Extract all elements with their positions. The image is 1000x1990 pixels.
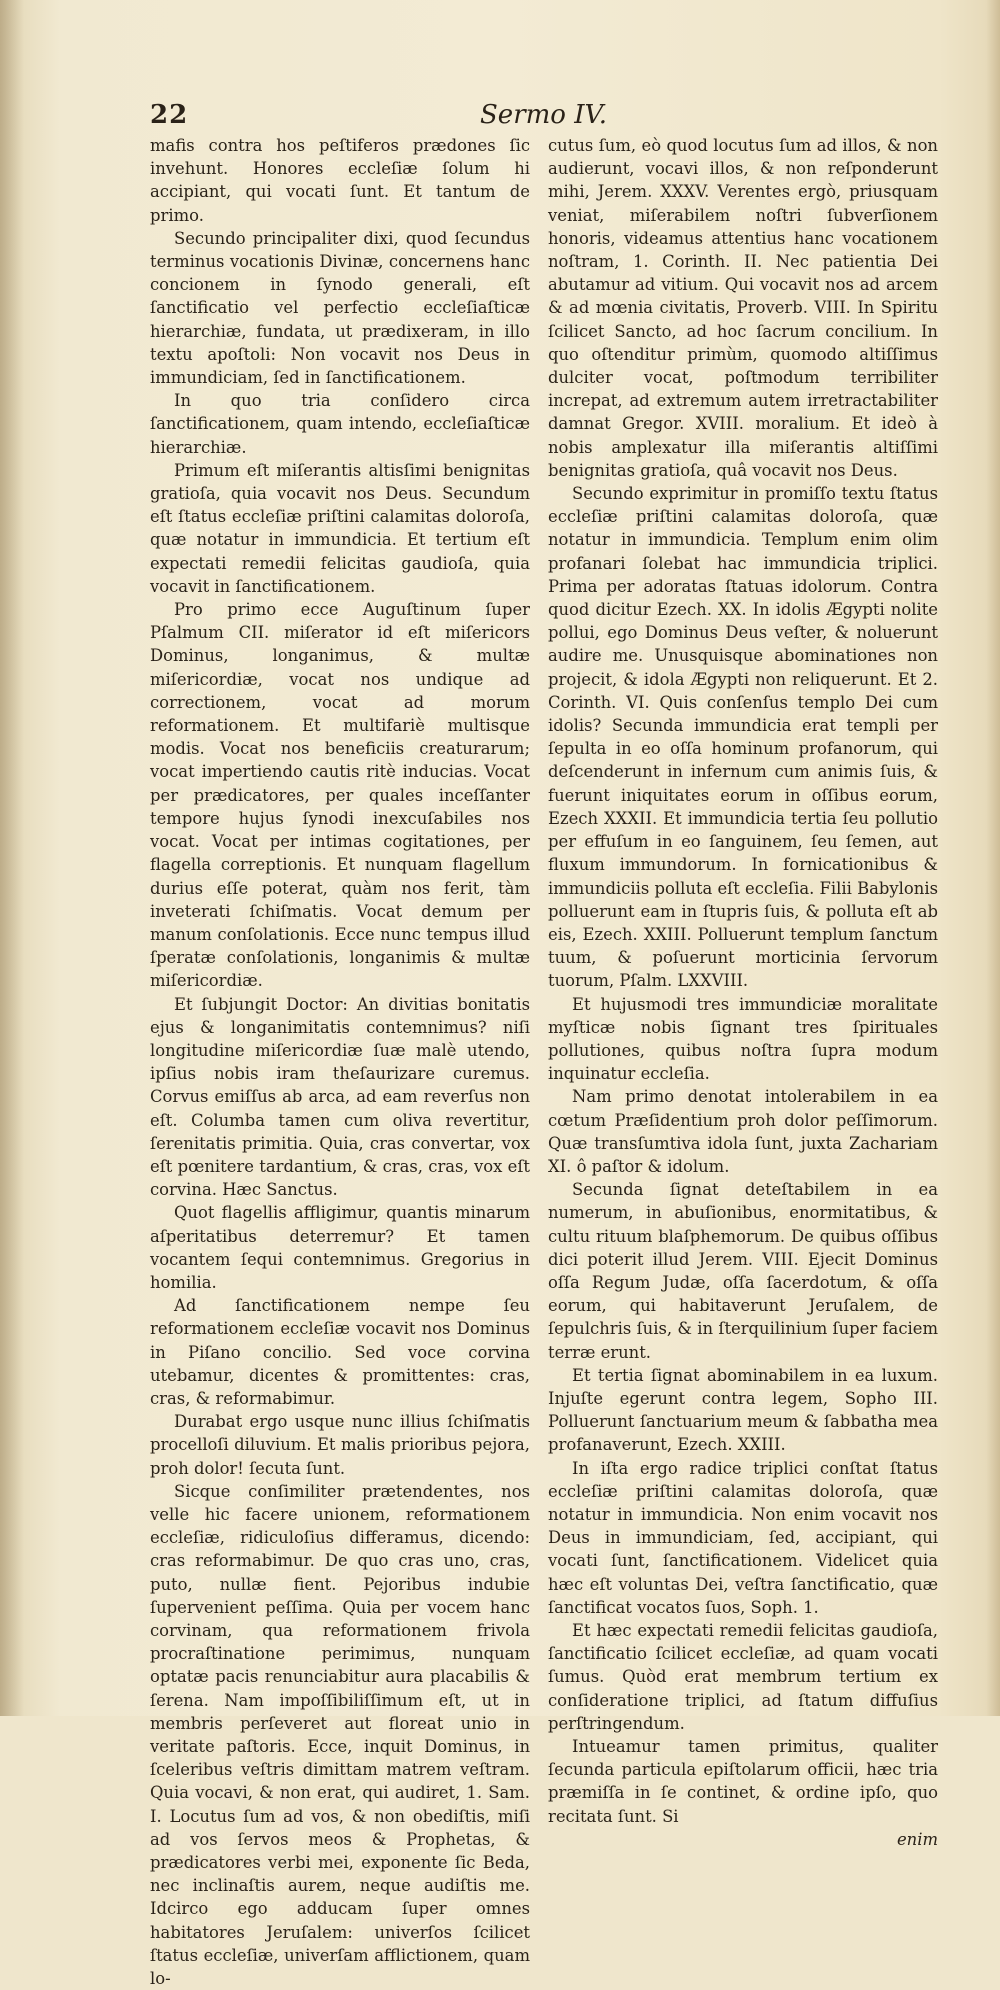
paragraph: Primum eſt miſerantis altisſimi benignitas gratioſa, quia vocavit nos Deus. Secundum eſt ſtatus eccleſiæ priſtini calamitas doloroſa, quæ notatur in immundicia. Et tertium eſt expectati remedii felicitas gaudioſa, quia vocavit in ſanctificationem. <box>150 460 530 596</box>
paragraph: In quo tria conſidero circa ſanctificationem, quam intendo, eccleſiaſticæ hierarchiæ. <box>150 391 530 457</box>
catchword: enim <box>896 1829 938 1849</box>
paragraph: Secundo exprimitur in promiſſo textu ſtatus eccleſiæ priſtini calamitas doloroſa, quæ notatur in immundicia. Templum enim olim profanari ſolebat hac immundicia triplici. Prima per adoratas ſtatuas idolorum. Contra quod dicitur Ezech. XX. In idolis Ægypti nolite pollui, ego Dominus Deus veſter, & noluerunt audire me. Unusquisque abominationes non projecit, & idola Ægypti non reliquerunt. Et 2. Corinth. VI. Quis conſenſus templo Dei cum idolis? Secunda immundicia erat templi per ſepulta in eo oſſa hominum profanorum, qui deſcenderunt in infernum cum animis ſuis, & fuerunt iniquitates eorum in oſſibus eorum, Ezech XXXII. Et immundicia tertia ſeu pollutio per effuſum in eo ſanguinem, ſeu ſemen, aut fluxum immundorum. In fornicationibus & immundiciis polluta eſt eccleſia. Filii Babylonis polluerunt eam in ſtupris ſuis, & polluta eſt ab eis, Ezech. XXIII. Polluerunt templum ſanctum tuum, & poſuerunt morticinia ſervorum tuorum, Pſalm. LXXVIII. <box>548 484 938 991</box>
paragraph: Et hujusmodi tres immundiciæ moralitate myſticæ nobis ſignant tres ſpirituales pollutiones, quibus noſtra ſupra modum inquinatur eccleſia. <box>548 994 938 1084</box>
paragraph: Et ſubjungit Doctor: An divitias bonitatis ejus & longanimitatis contemnimus? niſi longitudine miſericordiæ ſuæ malè utendo, ipſius nobis iram theſaurizare curemus. Corvus emiſſus ab arca, ad eam reverſus non eſt. Columba tamen cum oliva revertitur, ſerenitatis primitia. Quia, cras convertar, vox eſt pœnitere tardantium, & cras, cras, vox eſt corvina. Hæc Sanctus. <box>150 994 530 1200</box>
paragraph: cutus ſum, eò quod locutus ſum ad illos, & non audierunt, vocavi illos, & non reſponderunt mihi, Jerem. XXXV. Verentes ergò, priusquam veniat, miſerabilem noſtri ſubverſionem honoris, videamus attentius hanc vocationem noſtram, 1. Corinth. II. Nec patientia Dei abutamur ad vitium. Qui vocavit nos ad arcem & ad mœnia civitatis, Proverb. VIII. In Spiritu ſcilicet Sancto, ad hoc ſacrum concilium. In quo oſtenditur primùm, quomodo altiſſimus dulciter vocat, poſtmodum terribiliter increpat, ad extremum autem irretractabiliter damnat Gregor. XVIII. moralium. Et ideò à nobis amplexatur illa miſerantis altiſſimi benignitas gratioſa, quâ vocavit nos Deus. <box>548 136 938 480</box>
paragraph: Intueamur tamen primitus, qualiter ſecunda particula epiſtolarum officii, hæc tria præmiſſa in ſe continet, & ordine ipſo, quo recitata ſunt. Si <box>548 1737 938 1826</box>
page-header <box>150 100 936 136</box>
paragraph: Secunda ſignat deteſtabilem in ea numerum, in abuſionibus, enormitatibus, & cultu rituum blaſphemorum. De quibus oſſibus dici poterit illud Jerem. VIII. Ejecit Dominus oſſa Regum Judæ, oſſa ſacerdotum, & oſſa eorum, qui habitaverunt Jeruſalem, de ſepulchris ſuis, & in ſterquilinium ſuper faciem terræ erunt. <box>548 1180 938 1362</box>
paragraph: Durabat ergo usque nunc illius ſchiſmatis procelloſi diluvium. Et malis prioribus pejora, proh dolor! ſecuta ſunt. <box>150 1412 530 1478</box>
left-column <box>150 134 530 1990</box>
paragraph: Ad ſanctificationem nempe ſeu reformationem eccleſiæ vocavit nos Dominus in Piſano concilio. Sed voce corvina utebamur, dicentes & promittentes: cras, cras, & reformabimur. <box>150 1296 530 1408</box>
paragraph: In iſta ergo radice triplici conſtat ſtatus eccleſiæ priſtini calamitas doloroſa, quæ notatur in immundicia. Non enim vocavit nos Deus in immundiciam, ſed, accipiant, qui vocati ſunt, ſanctificationem. Videlicet quia hæc eſt voluntas Dei, veſtra ſanctificatio, quæ ſanctificat vocatos ſuos, Soph. 1. <box>548 1458 938 1617</box>
paragraph: mafis contra hos peſtiferos prædones ſic invehunt. Honores eccleſiæ ſolum hi accipiant, qui vocati ſunt. Et tantum de primo. <box>150 136 530 225</box>
page-edge <box>986 0 1000 1716</box>
paragraph: Pro primo ecce Auguſtinum ſuper Pſalmum CII. miſerator id eſt miſericors Dominus, longanimus, & multæ miſericordiæ, vocat nos undique ad correctionem, vocat ad morum reformationem. Et multifariè multisque modis. Vocat nos beneficiis creaturarum; vocat impertiendo cautis ritè inducias. Vocat per prædicatores, per quales inceſſanter tempore hujus ſynodi inexcuſabiles nos vocat. Vocat per intimas cogitationes, per flagella correptionis. Et nunquam flagellum durius eſſe poterat, quàm nos ferit, tàm inveterati ſchiſmatis. Vocat demum per manum conſolationis. Ecce nunc tempus illud ſperatæ conſolationis, longanimis & multæ miſericordiæ. <box>150 600 530 991</box>
paragraph: Et tertia ſignat abominabilem in ea luxum. Injuſte egerunt contra legem, Sopho III. Polluerunt ſanctuarium meum & ſabbatha mea profanaverunt, Ezech. XXIII. <box>548 1365 938 1455</box>
paragraph: Nam primo denotat intolerabilem in ea cœtum Præſidentium proh dolor peſſimorum. Quæ transſumtiva idola ſunt, juxta Zachariam XI. ô paſtor & idolum. <box>548 1087 938 1176</box>
paragraph: Quot flagellis affligimur, quantis minarum aſperitatibus deterremur? Et tamen vocantem ſequi contemnimus. Gregorius in homilia. <box>150 1203 530 1292</box>
gutter-shadow <box>0 0 24 1716</box>
paragraph: Secundo principaliter dixi, quod ſecundus terminus vocationis Divinæ, concernens hanc concionem in ſynodo generali, eſt ſanctificatio vel perfectio eccleſiaſticæ hierarchiæ, fundata, ut prædixeram, in illo textu apoſtoli: Non vocavit nos Deus in immundiciam, ſed in ſanctificationem. <box>150 228 530 388</box>
right-column <box>548 134 938 1851</box>
paragraph: Et hæc expectati remedii felicitas gaudioſa, ſanctificatio ſcilicet eccleſiæ, ad quam vocati ſumus. Quòd erat membrum tertium ex conſideratione triplici, ad ſtatum diffuſius perſtringendum. <box>548 1621 938 1733</box>
paragraph: Sicque conſimiliter prætendentes, nos velle hic facere unionem, reformationem eccleſiæ, ridiculoſius differamus, dicendo: cras reformabimur. De quo cras uno, cras, puto, nullæ fient. Pejoribus indubie ſupervenient peſſima. Quia per vocem hanc corvinam, qua reformationem frivola procraſtinatione perimimus, nunquam optatæ pacis renunciabitur aura placabilis & ſerena. Nam impoſſibiliſſimum eſt, ut in membris perſeveret aut floreat unio in veritate paſtoris. Ecce, inquit Dominus, in ſceleribus veſtris dimittam matrem veſtram. Quia vocavi, & non erat, qui audiret, 1. Sam. I. Locutus ſum ad vos, & non obediſtis, miſi ad vos ſervos meos & Prophetas, & prædicatores verbi mei, exponente ſic Beda, nec inclinaſtis aurem, neque audiſtis me. Idcirco ego adducam ſuper omnes habitatores Jeruſalem: univerſos ſcilicet ſtatus eccleſiæ, univerſam afflictionem, quam lo- <box>150 1481 530 1989</box>
page-number: 22 <box>150 100 189 130</box>
running-head: Sermo IV. <box>480 100 607 130</box>
